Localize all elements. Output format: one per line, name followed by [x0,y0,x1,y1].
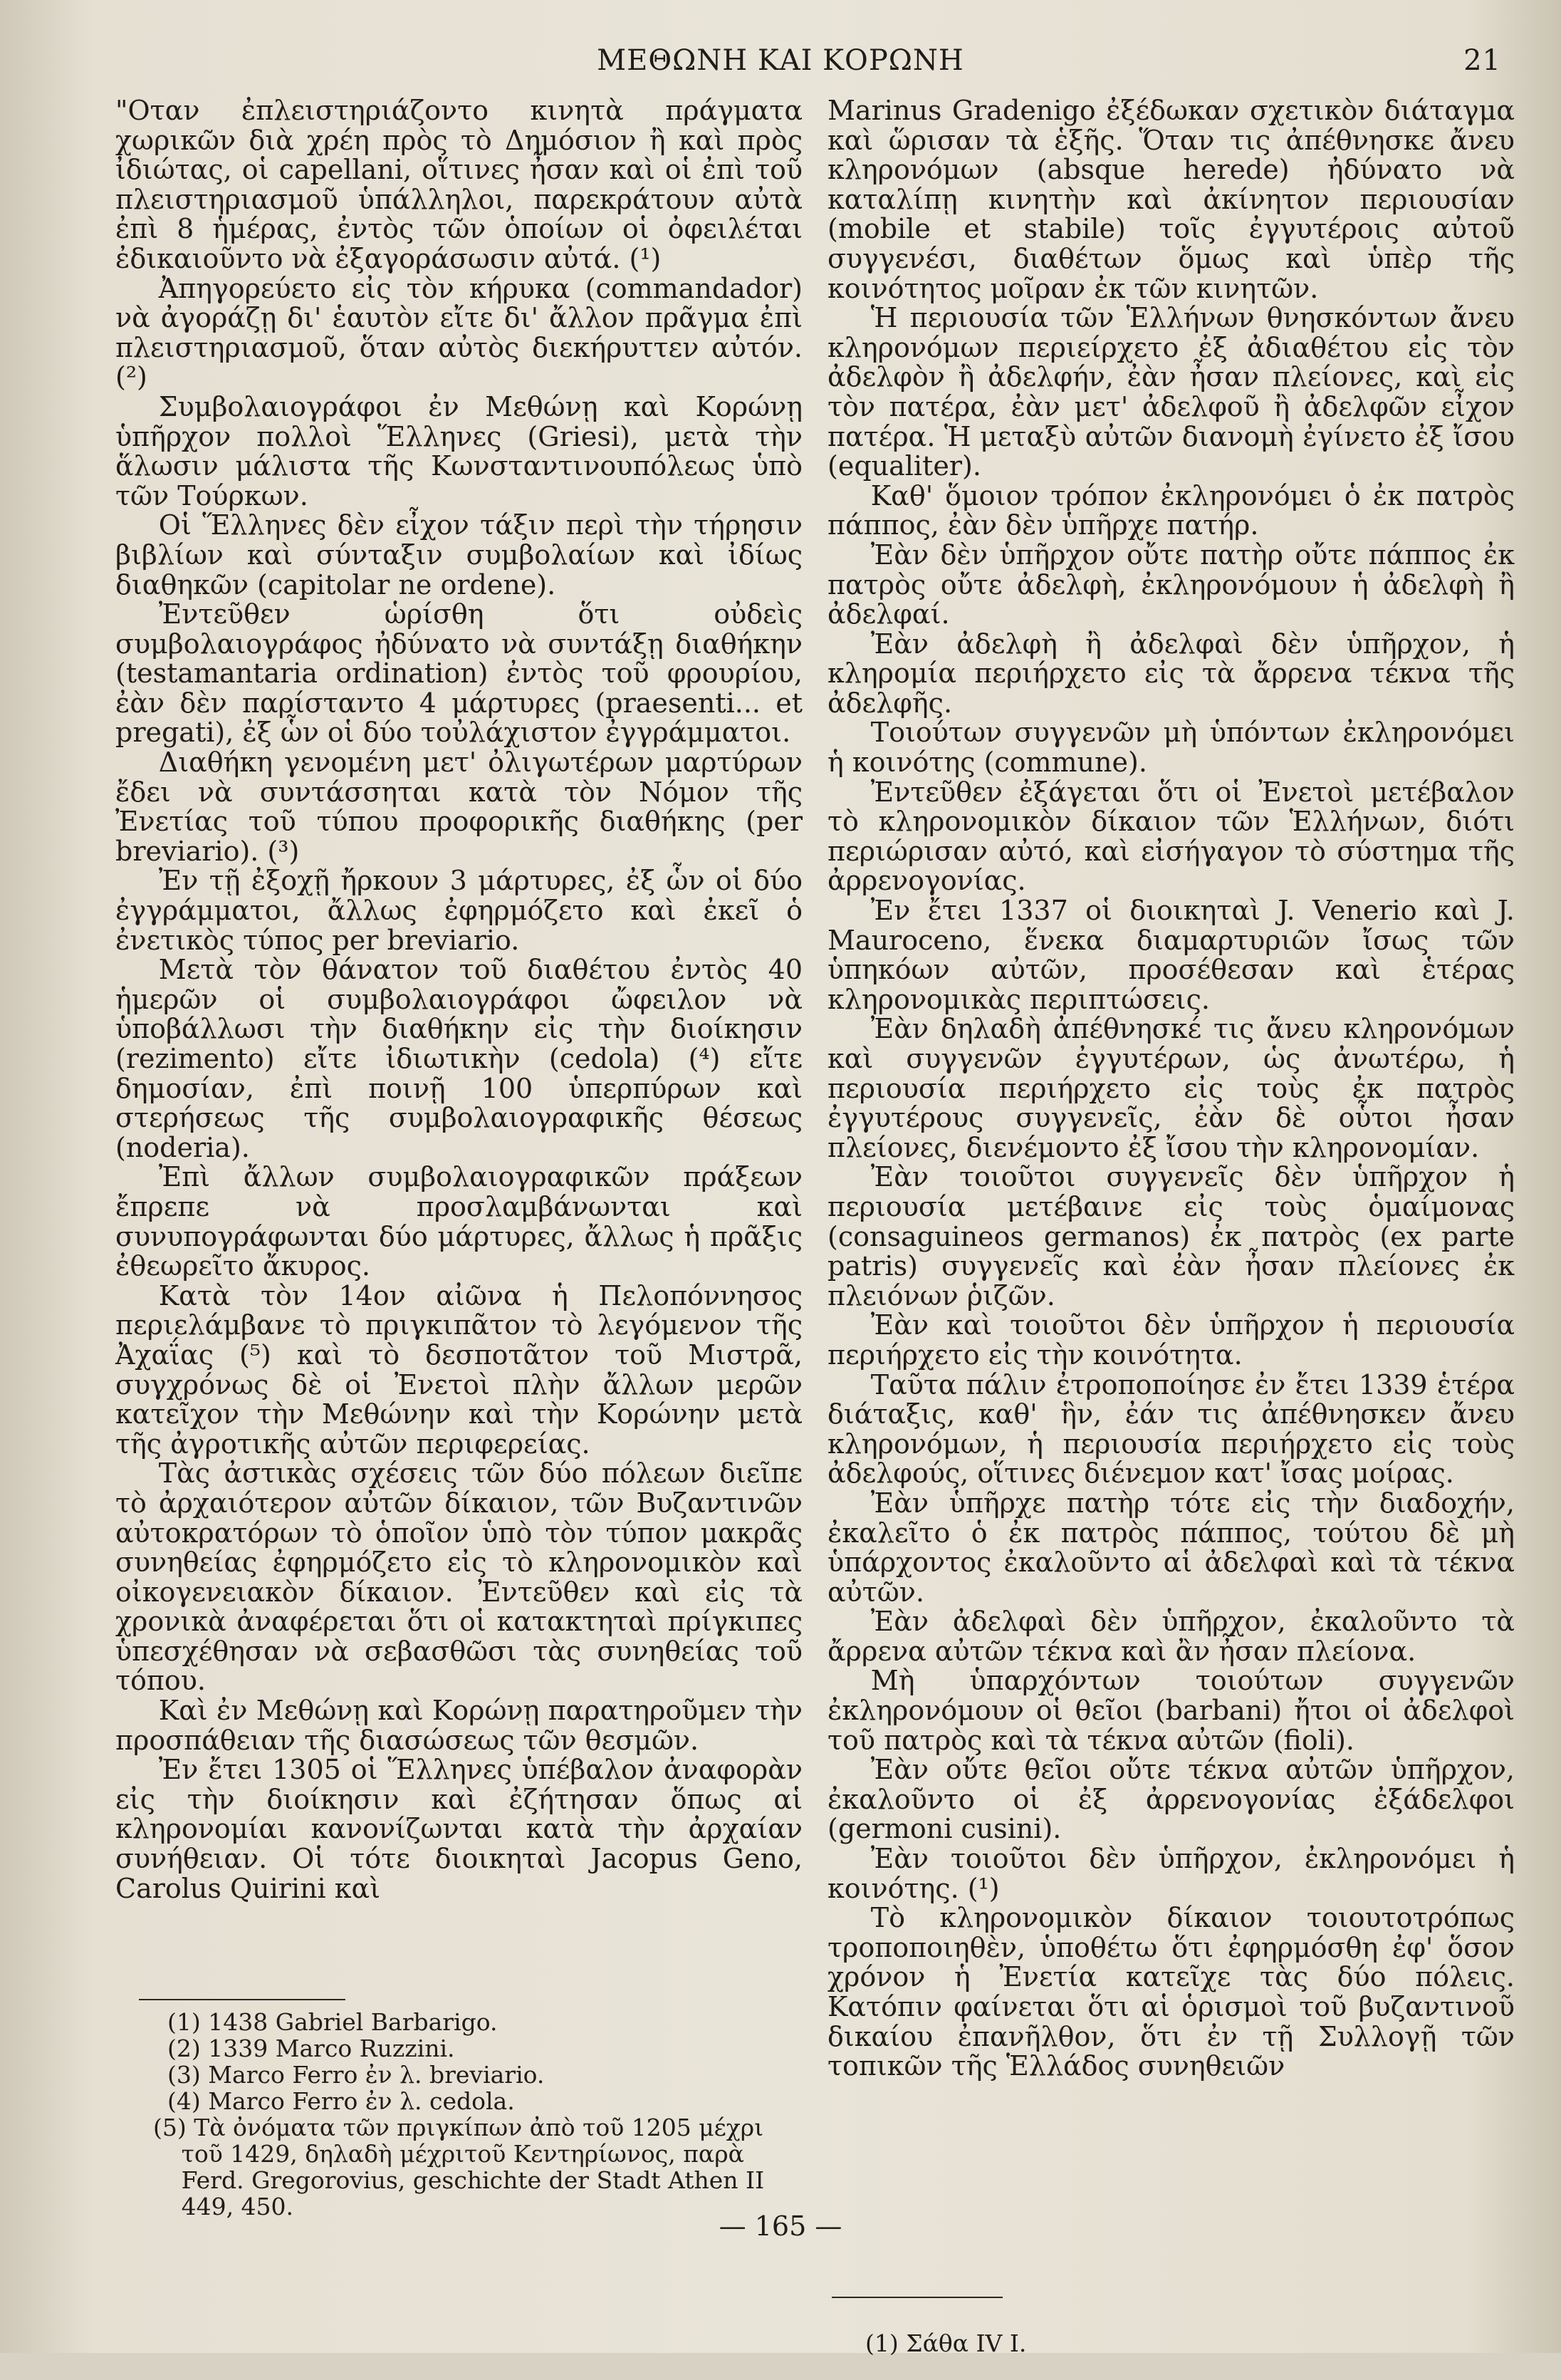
paragraph: Ἐν τῇ ἐξοχῇ ἤρκουν 3 μάρτυρες, ἐξ ὧν οἱ δύο ἐγγράμματοι, ἄλλως ἐφηρμόζετο καὶ ἐκεῖ ὁ ἐνετικὸς τύπος per breviario. [115,865,803,956]
paragraph: Ἐὰν οὔτε θεῖοι οὔτε τέκνα αὐτῶν ὑπῆρχον, ἐκαλοῦντο οἱ ἐξ ἀρρενογονίας ἐξάδελφοι (germoni cusini). [828,1754,1515,1845]
paragraph: Ἐὰν ἀδελφαὶ δὲν ὑπῆρχον, ἐκαλοῦντο τὰ ἄρρενα αὐτῶν τέκνα καὶ ἂν ἦσαν πλείονα. [828,1606,1515,1667]
paragraph: Ἐὰν τοιοῦτοι δὲν ὑπῆρχον, ἐκληρονόμει ἡ κοινότης. (¹) [828,1843,1515,1904]
page-header [0,44,1561,87]
page-number: 21 [1463,44,1501,77]
paragraph: Συμβολαιογράφοι ἐν Μεθώνῃ καὶ Κορώνῃ ὑπῆρχον πολλοὶ Ἕλληνες (Griesi), μετὰ τὴν ἅλωσιν μάλιστα τῆς Κωνσταντινουπόλεως ὑπὸ τῶν Τούρκων. [115,390,803,511]
footnote: (1) Σάθα IV I. [865,2329,1027,2357]
paragraph: Ἐν ἔτει 1305 οἱ Ἕλληνες ὑπέβαλον ἀναφορὰν εἰς τὴν διοίκησιν καὶ ἐζήτησαν ὅπως αἱ κληρονομίαι κανονίζωνται κατὰ τὴν ἀρχαίαν συνήθειαν. Οἱ τότε διοικηταὶ Jacopus Geno, Carolus Quirini καὶ [115,1754,803,1904]
paragraph: "Οταν ἐπλειστηριάζοντο κινητὰ πράγματα χωρικῶν διὰ χρέη πρὸς τὸ Δημόσιον ἢ καὶ πρὸς ἰδιώτας, οἱ capellani, οἵτινες ἦσαν καὶ οἱ ἐπὶ τοῦ πλειστηριασμοῦ ὑπάλληλοι, παρεκράτουν αὐτὰ ἐπὶ 8 ἡμέρας, ἐντὸς τῶν ὁποίων οἱ ὀφειλέται ἐδικαιοῦντο νὰ ἐξαγοράσωσιν αὐτά. (¹) [115,95,803,274]
footnote: (1) 1438 Gabriel Barbarigo. [167,2008,498,2036]
paragraph: Ταῦτα πάλιν ἐτροποποίησε ἐν ἔτει 1339 ἑτέρα διάταξις, καθ' ἣν, ἐάν τις ἀπέθνησκεν ἄνευ κληρονόμων, ἡ περιουσία περιήρχετο εἰς τοὺς ἀδελφούς, οἵτινες διένεμον κατ' ἴσας μοίρας. [828,1368,1515,1490]
footnote: (2) 1339 Marco Ruzzini. [167,2035,455,2062]
paragraph: Οἱ Ἕλληνες δὲν εἶχον τάξιν περὶ τὴν τήρησιν βιβλίων καὶ σύνταξιν συμβολαίων καὶ ἰδίως διαθηκῶν (capitolar ne ordene). [115,509,803,601]
paragraph: Τὸ κληρονομικὸν δίκαιον τοιουτοτρόπως τροποποιηθὲν, ὑποθέτω ὅτι ἐφηρμόσθη ἐφ' ὅσον χρόνον ἡ Ἐνετία κατεῖχε τὰς δύο πόλεις. Κατόπιν φαίνεται ὅτι αἱ ὁρισμοὶ τοῦ βυζαντινοῦ δικαίου ἐπανῆλθον, ὅτι ἐν τῇ Συλλογῇ τῶν τοπικῶν τῆς Ἑλλάδος συνηθειῶν [828,1902,1515,2082]
paragraph: Ἀπηγορεύετο εἰς τὸν κήρυκα (commandador) νὰ ἀγοράζῃ δι' ἑαυτὸν εἴτε δι' ἄλλον πρᾶγμα ἐπὶ πλειστηριασμοῦ, ὅταν αὐτὸς διεκήρυττεν αὐτόν. (²) [115,272,803,393]
footnote-rule [139,1999,345,2000]
paragraph: Τὰς ἀστικὰς σχέσεις τῶν δύο πόλεων διεῖπε τὸ ἀρχαιότερον αὐτῶν δίκαιον, τῶν Βυζαντινῶν αὐτοκρατόρων τὸ ὁποῖον ὑπὸ τὸν τύπον μακρᾶς συνηθείας ἐφηρμόζετο εἰς τὸ κληρονομικὸν καὶ οἰκογενειακὸν δίκαιον. Ἐντεῦθεν καὶ εἰς τὰ χρονικὰ ἀναφέρεται ὅτι οἱ κατακτηταὶ πρίγκιπες ὑπεσχέθησαν νὰ σεβασθῶσι τὰς συνηθείας τοῦ τόπου. [115,1457,803,1697]
paragraph: Ἐντεῦθεν ὡρίσθη ὅτι οὐδεὶς συμβολαιογράφος ἠδύνατο νὰ συντάξῃ διαθήκην (testamantaria ordination) ἐντὸς τοῦ φρουρίου, ἐὰν δὲν παρίσταντο 4 μάρτυρες (praesenti... et pregati), ἐξ ὧν οἱ δύο τοὐλάχιστον ἐγγράμματοι. [115,598,803,749]
paragraph: Ἐὰν δηλαδὴ ἀπέθνησκέ τις ἄνευ κληρονόμων καὶ συγγενῶν ἐγγυτέρων, ὡς ἀνωτέρω, ἡ περιουσία περιήρχετο εἰς τοὺς ἐκ πατρὸς ἐγγυτέρους συγγενεῖς, ἐὰν δὲ οὗτοι ἦσαν πλείονες, διενέμοντο ἐξ ἴσου τὴν κληρονομίαν. [828,1013,1515,1163]
paragraph: Καθ' ὅμοιον τρόπον ἐκληρονόμει ὁ ἐκ πατρὸς πάππος, ἐὰν δὲν ὑπῆρχε πατήρ. [828,479,1515,541]
folio-number: — 165 — [719,2210,842,2242]
paragraph: Μετὰ τὸν θάνατον τοῦ διαθέτου ἐντὸς 40 ἡμερῶν οἱ συμβολαιογράφοι ὤφειλον νὰ ὑποβάλλωσι τὴν διαθήκην εἰς τὴν διοίκησιν (rezimento) εἴτε ἰδιωτικὴν (cedola) (⁴) εἴτε δημοσίαν, ἐπὶ ποινῇ 100 ὑπερπύρων καὶ στερήσεως τῆς συμβολαιογραφικῆς θέσεως (noderia). [115,954,803,1163]
paragraph: Ἡ περιουσία τῶν Ἑλλήνων θνησκόντων ἄνευ κληρονόμων περιείρχετο ἐξ ἀδιαθέτου εἰς τὸν ἀδελφὸν ἢ ἀδελφήν, ἐὰν ἦσαν πλείονες, καὶ εἰς τὸν πατέρα, ἐὰν μετ' ἀδελφοῦ ἢ ἀδελφῶν εἶχον πατέρα. Ἡ μεταξὺ αὐτῶν διανομὴ ἐγίνετο ἐξ ἴσου (equaliter). [828,302,1515,482]
paragraph: Ἐὰν ὑπῆρχε πατὴρ τότε εἰς τὴν διαδοχήν, ἐκαλεῖτο ὁ ἐκ πατρὸς πάππος, τούτου δὲ μὴ ὑπάρχοντος ἐκαλοῦντο αἱ ἀδελφαὶ καὶ τὰ τέκνα αὐτῶν. [828,1487,1515,1608]
paragraph: Ἐὰν καὶ τοιοῦτοι δὲν ὑπῆρχον ἡ περιουσία περιήρχετο εἰς τὴν κοινότητα. [828,1309,1515,1371]
footnote: (5) Τὰ ὀνόματα τῶν πριγκίπων ἀπὸ τοῦ 1205 μέχρι τοῦ 1429, δηλαδὴ μέχριτοῦ Κεντηρίωνος, παρὰ Ferd. Gregorovius, geschichte der Stadt Athen II 449, 450. [153,2114,765,2220]
paragraph: Διαθήκη γενομένη μετ' ὀλιγωτέρων μαρτύρων ἔδει νὰ συντάσσηται κατὰ τὸν Νόμον τῆς Ἐνετίας τοῦ τύπου προφορικῆς διαθήκης (per breviario). (³) [115,747,803,867]
paragraph: Μὴ ὑπαρχόντων τοιούτων συγγενῶν ἐκληρονόμουν οἱ θεῖοι (barbani) ἤτοι οἱ ἀδελφοὶ τοῦ πατρὸς καὶ τὰ τέκνα αὐτῶν (fioli). [828,1665,1515,1756]
paragraph: Ἐπὶ ἄλλων συμβολαιογραφικῶν πράξεων ἔπρεπε νὰ προσλαμβάνωνται καὶ συνυπογράφωνται δύο μάρτυρες, ἄλλως ἡ πρᾶξις ἐθεωρεῖτο ἄκυρος. [115,1161,803,1282]
paragraph: Ἐὰν τοιοῦτοι συγγενεῖς δὲν ὑπῆρχον ἡ περιουσία μετέβαινε εἰς τοὺς ὁμαίμονας (consaguineos germanos) ἐκ πατρὸς (ex parte patris) συγγενεῖς καὶ ἐὰν ἦσαν πλείονες ἐκ πλειόνων ῥιζῶν. [828,1161,1515,1311]
paragraph: Marinus Gradenigo ἐξέδωκαν σχετικὸν διάταγμα καὶ ὥρισαν τὰ ἑξῆς. Ὅταν τις ἀπέθνησκε ἄνευ κληρονόμων (absque herede) ἠδύνατο νὰ καταλίπῃ κινητὴν καὶ ἀκίνητον περιουσίαν (mobile et stabile) τοῖς ἐγγυτέροις αὐτοῦ συγγενέσι, διαθέτων ὅμως καὶ ὑπὲρ τῆς κοινότητος μοῖραν ἐκ τῶν κινητῶν. [828,95,1515,304]
paragraph: Ἐντεῦθεν ἐξάγεται ὅτι οἱ Ἐνετοὶ μετέβαλον τὸ κληρονομικὸν δίκαιον τῶν Ἑλλήνων, διότι περιώρισαν αὐτό, καὶ εἰσήγαγον τὸ σύστημα τῆς ἀρρενογονίας. [828,776,1515,897]
paragraph: Ἐὰν ἀδελφὴ ἢ ἀδελφαὶ δὲν ὑπῆρχον, ἡ κληρομία περιήρχετο εἰς τὰ ἄρρενα τέκνα τῆς ἀδελφῆς. [828,628,1515,719]
footnote: (4) Marco Ferro ἐν λ. cedola. [167,2087,515,2115]
right-column [828,96,1515,2082]
running-title: ΜΕΘΩΝΗ ΚΑΙ ΚΟΡΩΝΗ [597,44,964,77]
footnotes-left [153,2008,808,2220]
footnote: (3) Marco Ferro ἐν λ. breviario. [167,2061,545,2089]
paragraph: Τοιούτων συγγενῶν μὴ ὑπόντων ἐκληρονόμει ἡ κοινότης (commune). [828,717,1515,779]
footnotes-right [865,2307,1435,2380]
paragraph: Ἐν ἔτει 1337 οἱ διοικηταὶ J. Venerio καὶ J. Mauroceno, ἕνεκα διαμαρτυριῶν ἴσως τῶν ὑπηκόων αὐτῶν, προσέθεσαν καὶ ἑτέρας κληρονομικὰς περιπτώσεις. [828,895,1515,1015]
footnote-rule-right [832,2297,1003,2298]
paragraph: Καὶ ἐν Μεθώνῃ καὶ Κορώνῃ παρατηροῦμεν τὴν προσπάθειαν τῆς διασώσεως τῶν θεσμῶν. [115,1695,803,1756]
left-column [115,96,803,1903]
paragraph: Ἐὰν δὲν ὑπῆρχον οὔτε πατὴρ οὔτε πάππος ἐκ πατρὸς οὔτε ἀδελφὴ, ἐκληρονόμουν ἡ ἀδελφὴ ἢ ἀδελφαί. [828,539,1515,630]
paragraph: Κατὰ τὸν 14ον αἰῶνα ἡ Πελοπόννησος περιελάμβανε τὸ πριγκιπᾶτον τὸ λεγόμενον τῆς Ἀχαΐας (⁵) καὶ τὸ δεσποτᾶτον τοῦ Μιστρᾶ, συγχρόνως δὲ οἱ Ἐνετοὶ πλὴν ἄλλων μερῶν κατεῖχον τὴν Μεθώνην καὶ τὴν Κορώνην μετὰ τῆς ἀγροτικῆς αὐτῶν περιφερείας. [115,1279,803,1460]
